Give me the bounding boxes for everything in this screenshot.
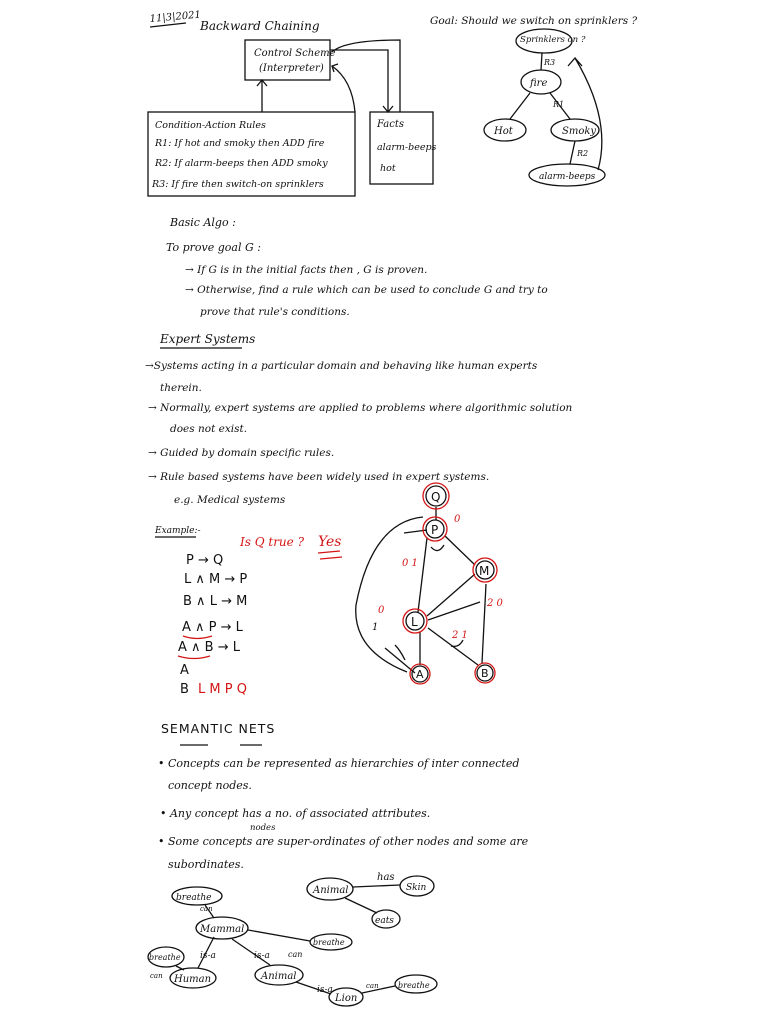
goal-tree <box>484 29 605 186</box>
example-derived: L M P Q <box>198 682 247 697</box>
algo-line2: → If G is in the initial facts then , G is proven. <box>185 264 428 276</box>
net-animal: Animal <box>261 971 297 982</box>
semantic-b3a: • Some concepts are super-ordinates of other nodes and some are <box>158 835 529 848</box>
net-is-a-1: is-a <box>200 951 216 961</box>
example-rule-3: B ∧ L → M <box>183 594 248 609</box>
net-is-a-2: is-a <box>254 951 270 961</box>
graph-node-b: B <box>481 667 489 680</box>
net-breathe-1: breathe <box>176 893 212 903</box>
semantic-b3b: subordinates. <box>168 858 244 871</box>
rule4-underline <box>183 636 212 639</box>
expert-b1a: →Systems acting in a particular domain and behaving like human experts <box>145 360 538 372</box>
expert-b5: e.g. Medical systems <box>174 494 286 506</box>
graph-node-q: Q <box>431 490 441 504</box>
net-eats: eats <box>375 916 394 926</box>
fact-2: hot <box>380 163 396 174</box>
net-breathe-3: breathe <box>149 953 181 962</box>
answer-underline <box>318 551 342 559</box>
semantic-b1b: concept nodes. <box>168 779 252 792</box>
graph-node-l: L <box>411 615 418 629</box>
algo-line3: → Otherwise, find a rule which can be used to conclude G and try to <box>185 284 548 296</box>
tree-node-hot: Hot <box>494 126 513 137</box>
example-answer: Yes <box>318 534 342 550</box>
net-lion: Lion <box>335 993 358 1004</box>
tree-node-smoky: Smoky <box>562 126 597 137</box>
example-rule-1: P → Q <box>186 553 224 568</box>
example-rule-4: A ∧ P → L <box>182 620 243 635</box>
semantic-b3-insert: nodes <box>250 823 276 833</box>
net-animal-top: Animal <box>313 885 349 896</box>
rule-r2: R2: If alarm-beeps then ADD smoky <box>155 158 328 169</box>
example-fact-b: B <box>180 682 189 697</box>
net-can-3: can <box>150 972 163 980</box>
mark-l-left2: 1 <box>372 622 379 633</box>
control-scheme-line2: (Interpreter) <box>259 63 324 74</box>
net-can-1: can <box>200 905 213 913</box>
facts-title: Facts <box>377 119 404 130</box>
net-is-a-3: is-a <box>317 985 333 995</box>
example-rule-5: A ∧ B → L <box>178 640 240 655</box>
net-mammal: Mammal <box>200 924 245 935</box>
net-has: has <box>377 872 395 883</box>
tree-label-r1: R1 <box>553 100 565 109</box>
rule-r3: R3: If fire then switch-on sprinklers <box>152 179 324 190</box>
mark-l-right: 2 1 <box>452 630 468 641</box>
semantic-title: SEMANTIC NETS <box>161 721 276 736</box>
goal-text: Goal: Should we switch on sprinklers ? <box>430 15 638 27</box>
net-can-4: can <box>366 982 379 990</box>
graph-node-a: A <box>416 668 424 681</box>
tree-node-alarm: alarm-beeps <box>539 172 596 182</box>
expert-b4: → Rule based systems have been widely used in expert systems. <box>148 471 490 483</box>
page-title: Backward Chaining <box>200 19 320 33</box>
expert-b3: → Guided by domain specific rules. <box>148 447 335 459</box>
expert-b1b: therein. <box>160 382 202 394</box>
and-or-graph <box>356 507 486 673</box>
expert-title: Expert Systems <box>160 332 256 346</box>
example-label: Example:- <box>155 526 201 536</box>
semantic-b2: • Any concept has a no. of associated attributes. <box>160 807 431 820</box>
example-rule-2: L ∧ M → P <box>184 572 248 587</box>
algo-line1: To prove goal G : <box>166 241 261 254</box>
semantic-b1a: • Concepts can be represented as hierarchies of inter connected <box>158 757 520 770</box>
tree-label-r3: R3 <box>544 58 556 67</box>
date-text: 11|3|2021 <box>149 9 202 25</box>
control-scheme-box <box>245 40 330 80</box>
mark-m: 2 0 <box>487 598 503 609</box>
net-can-2: can <box>288 950 303 959</box>
rule5-underline <box>178 656 210 659</box>
expert-b2b: does not exist. <box>170 423 248 435</box>
graph-node-p: P <box>431 523 439 537</box>
expert-b2a: → Normally, expert systems are applied to problems where algorithmic solution <box>148 402 573 414</box>
example-question: Is Q true ? <box>240 535 305 549</box>
net-human: Human <box>174 974 212 985</box>
net-skin: Skin <box>406 883 427 893</box>
tree-node-sprinklers: Sprinklers on ? <box>520 35 586 45</box>
algo-line4: prove that rule's conditions. <box>200 306 350 318</box>
algo-title: Basic Algo : <box>170 216 236 229</box>
tree-node-fire: fire <box>530 78 548 89</box>
tree-label-r2: R2 <box>577 149 589 158</box>
rule-r1: R1: If hot and smoky then ADD fire <box>155 138 325 149</box>
graph-node-m: M <box>479 564 490 578</box>
mark-p: 0 <box>454 514 461 525</box>
control-scheme-line1: Control Scheme <box>254 48 336 59</box>
fact-1: alarm-beeps <box>377 142 437 153</box>
net-breathe-2: breathe <box>313 938 345 947</box>
net-breathe-4: breathe <box>398 981 430 990</box>
rules-title: Condition-Action Rules <box>155 120 266 131</box>
mark-l-left: 0 <box>378 605 385 616</box>
mark-l-top: 0 1 <box>402 558 418 569</box>
example-fact-a: A <box>180 663 189 678</box>
